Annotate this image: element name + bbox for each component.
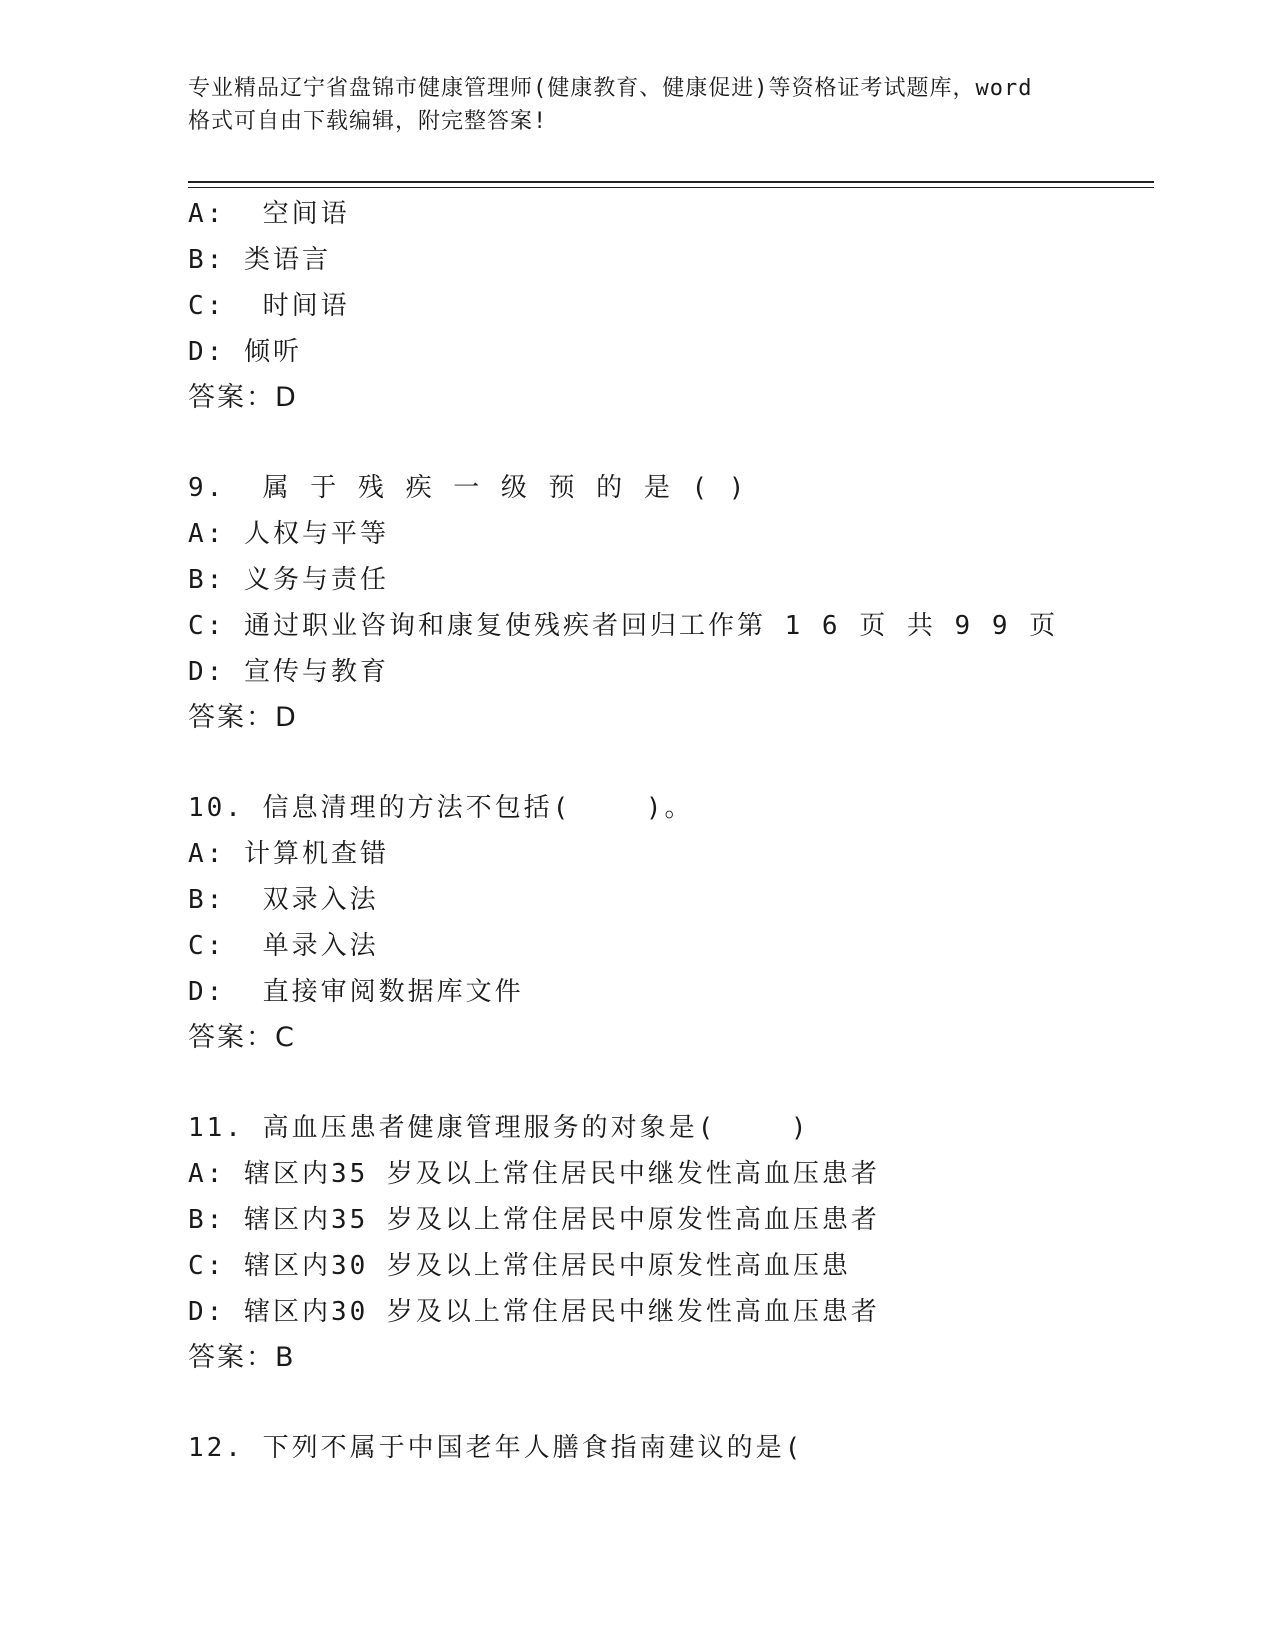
option-b: B: 辖区内35 岁及以上常住居民中原发性高血压患者: [188, 1205, 880, 1235]
option-c: C: 辖区内30 岁及以上常住居民中原发性高血压患: [188, 1251, 851, 1281]
question-text: 9. 属 于 残 疾 一 级 预 的 是 ( ): [188, 473, 748, 503]
question-block-12: [188, 1425, 1154, 1471]
option-b: B: 类语言: [188, 245, 331, 275]
question-block-prev: [188, 191, 1154, 421]
question-text: 11. 高血压患者健康管理服务的对象是( ): [188, 1113, 810, 1143]
answer-line: 答案：D: [188, 382, 298, 413]
option-a: A: 辖区内35 岁及以上常住居民中继发性高血压患者: [188, 1159, 880, 1189]
header-line-2: 格式可自由下载编辑，附完整答案!: [188, 109, 548, 134]
question-block-10: [188, 785, 1154, 1061]
document-header: [188, 72, 1088, 138]
answer-line: 答案：D: [188, 702, 298, 733]
question-block-9: [188, 465, 1154, 741]
option-d: D: 宣传与教育: [188, 657, 389, 687]
question-text: 12. 下列不属于中国老年人膳食指南建议的是(: [188, 1433, 804, 1463]
header-divider-thick: [188, 181, 1154, 183]
option-d: D: 辖区内30 岁及以上常住居民中继发性高血压患者: [188, 1297, 880, 1327]
answer-line: 答案：B: [188, 1342, 296, 1373]
question-block-11: [188, 1105, 1154, 1381]
question-content: [188, 191, 1154, 1471]
header-line-1: 专业精品辽宁省盘锦市健康管理师(健康教育、健康促进)等资格证考试题库，word: [188, 76, 1033, 101]
option-a: A: 空间语: [188, 199, 350, 229]
option-c: C: 时间语: [188, 291, 350, 321]
option-b: B: 义务与责任: [188, 565, 389, 595]
answer-line: 答案：C: [188, 1022, 296, 1053]
option-c: C: 通过职业咨询和康复使残疾者回归工作第 1 6 页 共 9 9 页: [188, 611, 1059, 641]
header-divider-thin: [188, 187, 1154, 188]
option-d: D: 倾听: [188, 337, 302, 367]
option-d: D: 直接审阅数据库文件: [188, 977, 524, 1007]
option-a: A: 计算机查错: [188, 839, 389, 869]
option-b: B: 双录入法: [188, 885, 379, 915]
option-c: C: 单录入法: [188, 931, 379, 961]
question-text: 10. 信息清理的方法不包括( )。: [188, 793, 694, 823]
option-a: A: 人权与平等: [188, 519, 389, 549]
